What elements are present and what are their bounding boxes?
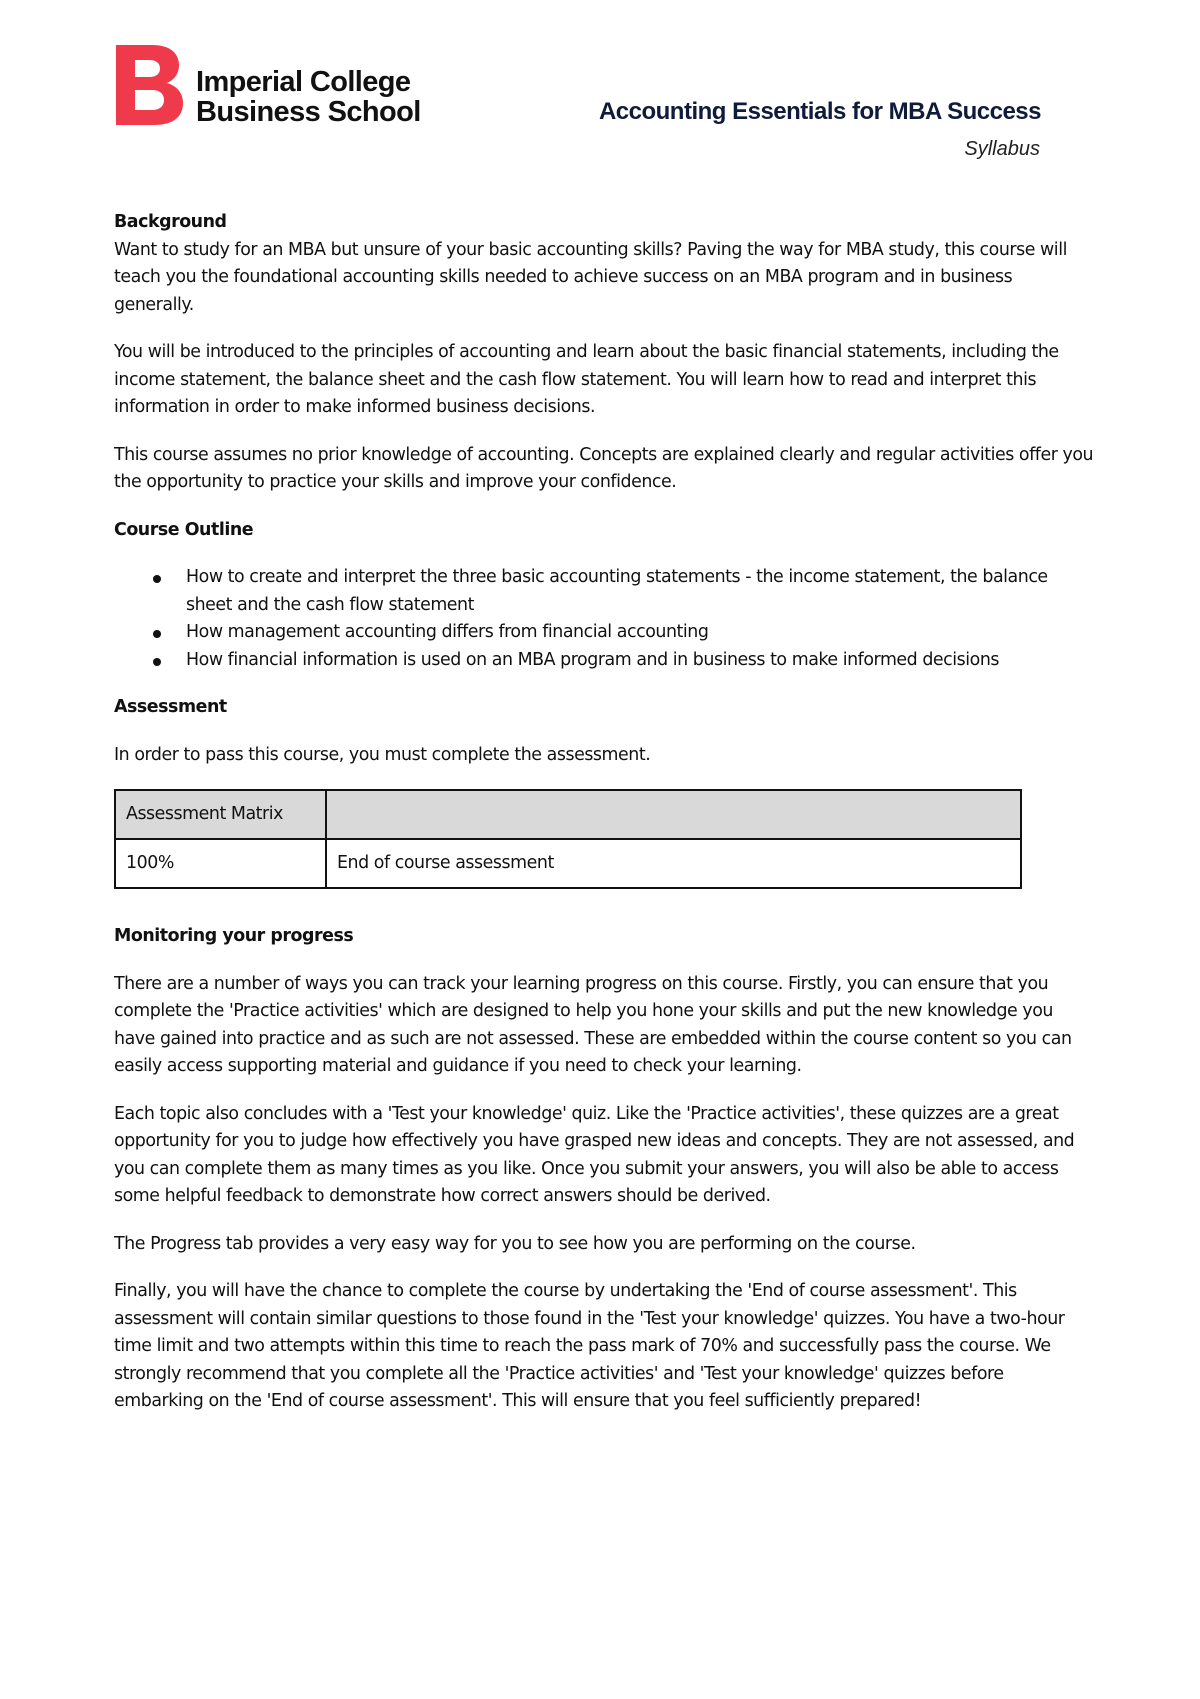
background-paragraph-3: This course assumes no prior knowledge of accounting. Concepts are explained clearly and regular activities offer you the opportunity to practice your skills and improve your confidence. bbox=[114, 444, 1094, 492]
background-paragraph-1: Want to study for an MBA but unsure of your basic accounting skills? Paving the way for MBA study, this course will teach you the foundational accounting skills needed to achieve success on an MBA program and in business generally. bbox=[114, 239, 1067, 315]
monitoring-heading: Monitoring your progress bbox=[114, 926, 354, 946]
monitoring-paragraph-3: The Progress tab provides a very easy way for you to see how you are performing on the course. bbox=[114, 1233, 916, 1254]
table-header-cell bbox=[326, 790, 1021, 839]
course-outline-list bbox=[114, 564, 1094, 674]
course-outline-heading: Course Outline bbox=[114, 519, 254, 540]
document-subtitle: Syllabus bbox=[964, 138, 1040, 160]
imperial-logo bbox=[116, 45, 421, 127]
table-header-row bbox=[115, 790, 1021, 839]
assessment-matrix-table bbox=[114, 789, 1022, 889]
table-row bbox=[115, 839, 1021, 888]
background-heading: Background bbox=[114, 212, 227, 232]
assessment-intro: In order to pass this course, you must complete the assessment. bbox=[114, 744, 651, 765]
document-title: Accounting Essentials for MBA Success bbox=[598, 98, 1041, 125]
monitoring-paragraph-1: There are a number of ways you can track your learning progress on this course. Firstly, you can ensure that you complete the 'Practice activities' which are designed to help you hone your skills and put the new knowledge you have gained into practice and as such are not assessed. These are embedded within the course content so you can easily access supporting material and guidance if you need to check your learning. bbox=[114, 973, 1072, 1076]
logo-line-1: Imperial College bbox=[196, 66, 411, 98]
outline-item: How management accounting differs from financial accounting bbox=[186, 619, 1094, 647]
background-paragraph-2: You will be introduced to the principles of accounting and learn about the basic financial statements, including the income statement, the balance sheet and the cash flow statement. You will learn how to read and interpret this information in order to make informed business decisions. bbox=[114, 342, 1059, 417]
assessment-heading: Assessment bbox=[114, 697, 227, 717]
table-cell-component: End of course assessment bbox=[326, 839, 1021, 888]
logo-wordmark bbox=[196, 67, 421, 127]
table-header-cell: Assessment Matrix bbox=[115, 790, 326, 839]
outline-item: How financial information is used on an MBA program and in business to make informed decisions bbox=[186, 647, 1094, 675]
table-cell-weight: 100% bbox=[115, 839, 326, 888]
b-logo-icon bbox=[116, 45, 184, 125]
document-body bbox=[114, 209, 1094, 1436]
monitoring-paragraph-2: Each topic also concludes with a 'Test your knowledge' quiz. Like the 'Practice activities', these quizzes are a great opportunity for you to judge how effectively you have grasped new ideas and concepts. They are not assessed, and you can complete them as many times as you like. Once you submit your answers, you will also be able to access some helpful feedback to demonstrate how correct answers should be derived. bbox=[114, 1103, 1075, 1206]
outline-item: How to create and interpret the three basic accounting statements - the income statement, the balance sheet and the cash flow statement bbox=[186, 564, 1094, 619]
monitoring-paragraph-4: Finally, you will have the chance to complete the course by undertaking the 'End of course assessment'. This assessment will contain similar questions to those found in the 'Test your knowledge' quizzes. You have a two-hour time limit and two attempts within this time to reach the pass mark of 70% and successfully pass the course. We strongly recommend that you complete all the 'Practice activities' and 'Test your knowledge' quizzes before embarking on the 'End of course assessment'. This will ensure that you feel sufficiently prepared! bbox=[114, 1281, 1065, 1411]
logo-line-2: Business School bbox=[196, 96, 421, 128]
